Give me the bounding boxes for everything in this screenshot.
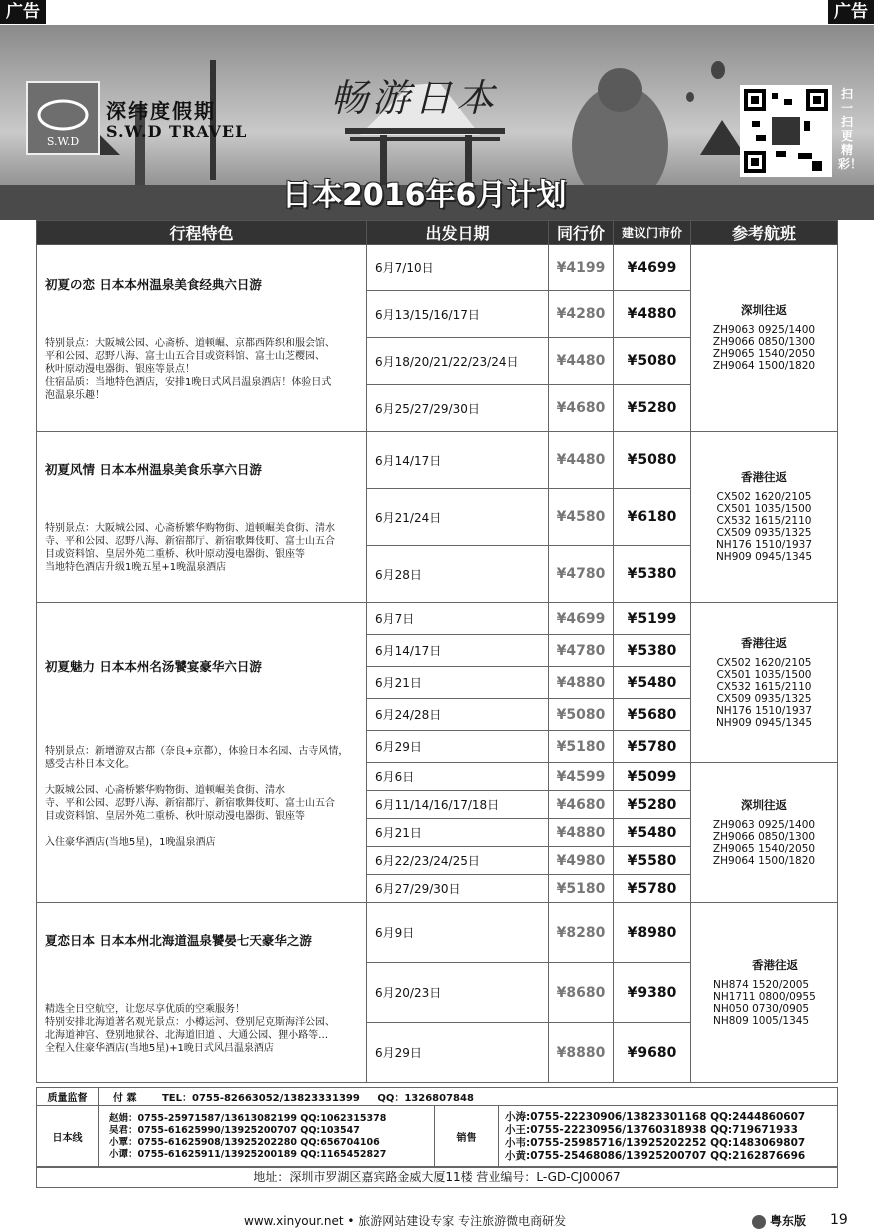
brand-name-en: S.W.D TRAVEL xyxy=(106,122,248,141)
market-price: ¥5780 xyxy=(614,731,691,763)
departure-date: 6月21日 xyxy=(367,667,549,699)
peer-price: ¥5180 xyxy=(549,875,614,903)
plan-title: 日本2016年6月计划 xyxy=(282,178,567,213)
peer-price: ¥4199 xyxy=(549,245,614,291)
table-row xyxy=(37,432,838,489)
qc-label: 质量监督 xyxy=(37,1088,99,1106)
sales-contacts xyxy=(499,1106,838,1168)
tour-title: 夏恋日本 日本本州北海道温泉饕晏七天豪华之游 xyxy=(45,932,312,948)
market-price: ¥5380 xyxy=(614,546,691,603)
flight-route: 香港往返 xyxy=(752,957,798,972)
sales-label: 销售 xyxy=(435,1106,499,1168)
tour-features xyxy=(37,432,367,603)
edition-icon xyxy=(752,1215,766,1229)
peer-price: ¥4280 xyxy=(549,291,614,338)
peer-price: ¥4699 xyxy=(549,603,614,635)
banner xyxy=(0,25,874,220)
departure-date: 6月6日 xyxy=(367,763,549,791)
qr-code[interactable] xyxy=(740,85,832,177)
tour-features xyxy=(37,245,367,432)
market-price: ¥5280 xyxy=(614,385,691,432)
brand-name-cn: 深纬度假期 xyxy=(106,99,216,123)
contact-item: 小谭：0755-61625911/13925200189 QQ:1165452827 xyxy=(109,1148,387,1160)
peer-price: ¥4980 xyxy=(549,847,614,875)
flight-route: 香港往返 xyxy=(741,470,787,484)
tour-description: 特别景点：大阪城公园、心斋桥繁华购物街、道顿崛美食街、清水 寺、平和公园、忍野八海、新宿都厅、新宿歌舞伎町、富士山五合 目或资料馆、皇居外苑二重桥、秋叶原动漫电器街、银座等 当地特色酒店升级1晚五星+1晚温泉酒店 xyxy=(45,523,335,573)
page-footer xyxy=(0,1212,874,1230)
departure-date: 6月28日 xyxy=(367,546,549,603)
qc-tel: TEL：0755-82663052/13823331399 xyxy=(161,1093,360,1104)
flight-route: 深圳往返 xyxy=(741,797,787,812)
peer-price: ¥4680 xyxy=(549,385,614,432)
page-number: 19 xyxy=(830,1212,848,1228)
tour-title: 初夏魅力 日本本州名汤饕宴豪华六日游 xyxy=(45,658,262,674)
tour-title: 初夏の恋 日本本州温泉美食经典六日游 xyxy=(45,276,262,292)
departure-date: 6月22/23/24/25日 xyxy=(367,847,549,875)
peer-price: ¥4880 xyxy=(549,819,614,847)
logo-emblem xyxy=(26,81,100,155)
edition-label: 粤东版 xyxy=(752,1212,806,1229)
market-price: ¥4699 xyxy=(614,245,691,291)
contacts-row xyxy=(37,1106,838,1168)
website-line[interactable]: www.xinyour.net • 旅游网站建设专家 专注旅游微电商研发 xyxy=(244,1214,567,1228)
market-price: ¥5280 xyxy=(614,791,691,819)
departure-date: 6月7日 xyxy=(367,603,549,635)
quality-row xyxy=(37,1088,838,1106)
qc-name: 付 霖 xyxy=(113,1093,137,1104)
market-price: ¥8980 xyxy=(614,903,691,963)
table-header xyxy=(37,221,838,245)
market-price: ¥5580 xyxy=(614,847,691,875)
departure-date: 6月21日 xyxy=(367,819,549,847)
departure-date: 6月18/20/21/22/23/24日 xyxy=(367,338,549,385)
market-price: ¥6180 xyxy=(614,489,691,546)
market-price: ¥5080 xyxy=(614,432,691,489)
peer-price: ¥4680 xyxy=(549,791,614,819)
departure-date: 6月29日 xyxy=(367,1023,549,1083)
peer-price: ¥5080 xyxy=(549,699,614,731)
contact-item: 赵娟：0755-25971587/13613082199 QQ:1062315378 xyxy=(109,1112,387,1124)
peer-price: ¥4580 xyxy=(549,489,614,546)
departure-date: 6月11/14/16/17/18日 xyxy=(367,791,549,819)
departure-date: 6月14/17日 xyxy=(367,635,549,667)
tour-description: 精选全日空航空，让您尽享优质的空乘服务！ 特别安排北海道著名观光景点：小樽运河、登别尼克斯海洋公园、 北海道神宫、登别地狱谷、北海道旧道 、大通公园、狸小路等… 全程入住豪华酒店(当地5星)+1晚日式风吕温泉酒店 xyxy=(45,1003,335,1054)
departure-date: 6月27/29/30日 xyxy=(367,875,549,903)
peer-price: ¥8280 xyxy=(549,903,614,963)
market-price: ¥5480 xyxy=(614,667,691,699)
ad-label-right: 广告 xyxy=(828,0,874,24)
departure-date: 6月9日 xyxy=(367,903,549,963)
peer-price: ¥4480 xyxy=(549,338,614,385)
departure-date: 6月25/27/29/30日 xyxy=(367,385,549,432)
col-features: 行程特色 xyxy=(37,221,367,245)
peer-price: ¥4480 xyxy=(549,432,614,489)
contact-item: 小覃：0755-61625908/13925202280 QQ:656704106 xyxy=(109,1136,380,1148)
market-price: ¥5199 xyxy=(614,603,691,635)
flight-list: CX502 1620/2105 CX501 1035/1500 CX532 1615/2110 CX509 0935/1325 NH176 1510/1937 NH909 0945/1345 xyxy=(715,491,813,563)
departure-date: 6月24/28日 xyxy=(367,699,549,731)
qc-qq: QQ：1326807848 xyxy=(377,1093,474,1104)
tour-description: 特别景点：大阪城公园、心斋桥、道顿崛、京都西阵织和服会馆、 平和公园、忍野八海、富士山五合目或资料馆、富士山芝樱园、 秋叶原动漫电器街、银座等景点！ 住宿品质：当地特色酒店，安排1晚日式风吕温泉酒店！体验日式 泡温泉乐趣！ xyxy=(45,337,335,401)
departure-date: 6月7/10日 xyxy=(367,245,549,291)
market-price: ¥5099 xyxy=(614,763,691,791)
tour-title: 初夏风情 日本本州温泉美食乐享六日游 xyxy=(45,462,262,477)
contact-item: 小涛:0755-22230906/13823301168 QQ:2444860607 xyxy=(505,1110,806,1123)
slogan: 畅游日本 xyxy=(330,76,499,120)
peer-price: ¥4780 xyxy=(549,635,614,667)
flight-list: ZH9063 0925/1400 ZH9066 0850/1300 ZH9065 1540/2050 ZH9064 1500/1820 xyxy=(712,324,816,372)
tour-features xyxy=(37,603,367,903)
col-market-price: 建议门市价 xyxy=(614,221,691,245)
departure-date: 6月13/15/16/17日 xyxy=(367,291,549,338)
departure-date: 6月20/23日 xyxy=(367,963,549,1023)
tour-description: 特别景点：新增游双古都（奈良+京都），体验日本名园、古寺风情， 感受古朴日本文化。 大阪城公园、心斋桥繁华购物街、道顿崛美食街、清水 寺、平和公园、忍野八海、新宿都厅、新宿歌舞伎町、富士山五合 目或资料馆、皇居外苑二重桥、秋叶原动漫电器街、银座等 入住豪华酒店(当地5星)，1晚温泉酒店 xyxy=(45,745,349,848)
flight-list: NH874 1520/2005 NH1711 0800/0955 NH050 0730/0905 NH809 1005/1345 xyxy=(713,978,816,1027)
flight-info xyxy=(691,903,838,1083)
balloon-icon xyxy=(711,61,725,79)
table-row xyxy=(37,903,838,963)
line-label: 日本线 xyxy=(37,1106,99,1168)
market-price: ¥4880 xyxy=(614,291,691,338)
market-price: ¥5480 xyxy=(614,819,691,847)
peer-price: ¥8680 xyxy=(549,963,614,1023)
departure-date: 6月29日 xyxy=(367,731,549,763)
col-peer-price: 同行价 xyxy=(549,221,614,245)
castle xyxy=(700,120,745,155)
col-dates: 出发日期 xyxy=(367,221,549,245)
contact-item: 小韦:0755-25985716/13925202252 QQ:1483069807 xyxy=(505,1136,806,1149)
flight-list: CX502 1620/2105 CX501 1035/1500 CX532 1615/2110 CX509 0935/1325 NH176 1510/1937 NH909 0945/1345 xyxy=(715,656,813,729)
contact-item: 吴君：0755-61625990/13925200707 QQ:103547 xyxy=(109,1124,360,1136)
market-price: ¥5680 xyxy=(614,699,691,731)
qc-info xyxy=(99,1088,838,1106)
address-bar: 地址：深圳市罗湖区嘉宾路金威大厦11楼 营业编号：L-GD-CJ00067 xyxy=(36,1166,838,1188)
peer-price: ¥5180 xyxy=(549,731,614,763)
flight-list: ZH9063 0925/1400 ZH9066 0850/1300 ZH9065 1540/2050 ZH9064 1500/1820 xyxy=(712,818,816,867)
market-price: ¥5080 xyxy=(614,338,691,385)
flight-info xyxy=(691,432,838,603)
contact-item: 小王:0755-22230956/13760318938 QQ:719671933 xyxy=(505,1123,798,1136)
contact-table xyxy=(36,1087,838,1168)
flight-route: 香港往返 xyxy=(741,635,787,650)
table-row xyxy=(37,603,838,635)
logo-badge: S.W.D xyxy=(46,135,80,148)
market-price: ¥5380 xyxy=(614,635,691,667)
peer-price: ¥4880 xyxy=(549,667,614,699)
market-price: ¥5780 xyxy=(614,875,691,903)
flight-info xyxy=(691,763,838,903)
torii-top xyxy=(345,128,505,134)
table-row xyxy=(37,245,838,291)
ad-label-left: 广告 xyxy=(0,0,46,24)
flight-info xyxy=(691,603,838,763)
peer-price: ¥8880 xyxy=(549,1023,614,1083)
contact-item: 小黄:0755-25468086/13925200707 QQ:2162876696 xyxy=(505,1149,806,1162)
tour-features xyxy=(37,903,367,1083)
departure-date: 6月14/17日 xyxy=(367,432,549,489)
peer-price: ¥4780 xyxy=(549,546,614,603)
market-price: ¥9380 xyxy=(614,963,691,1023)
peer-price: ¥4599 xyxy=(549,763,614,791)
line-contacts xyxy=(99,1106,435,1168)
qr-caption: 扫一扫更精彩！ xyxy=(838,87,863,171)
flight-info xyxy=(691,245,838,432)
col-flights: 参考航班 xyxy=(691,221,838,245)
departure-date: 6月21/24日 xyxy=(367,489,549,546)
market-price: ¥9680 xyxy=(614,1023,691,1083)
itinerary-table xyxy=(36,220,838,1083)
flight-route: 深圳往返 xyxy=(741,303,787,317)
